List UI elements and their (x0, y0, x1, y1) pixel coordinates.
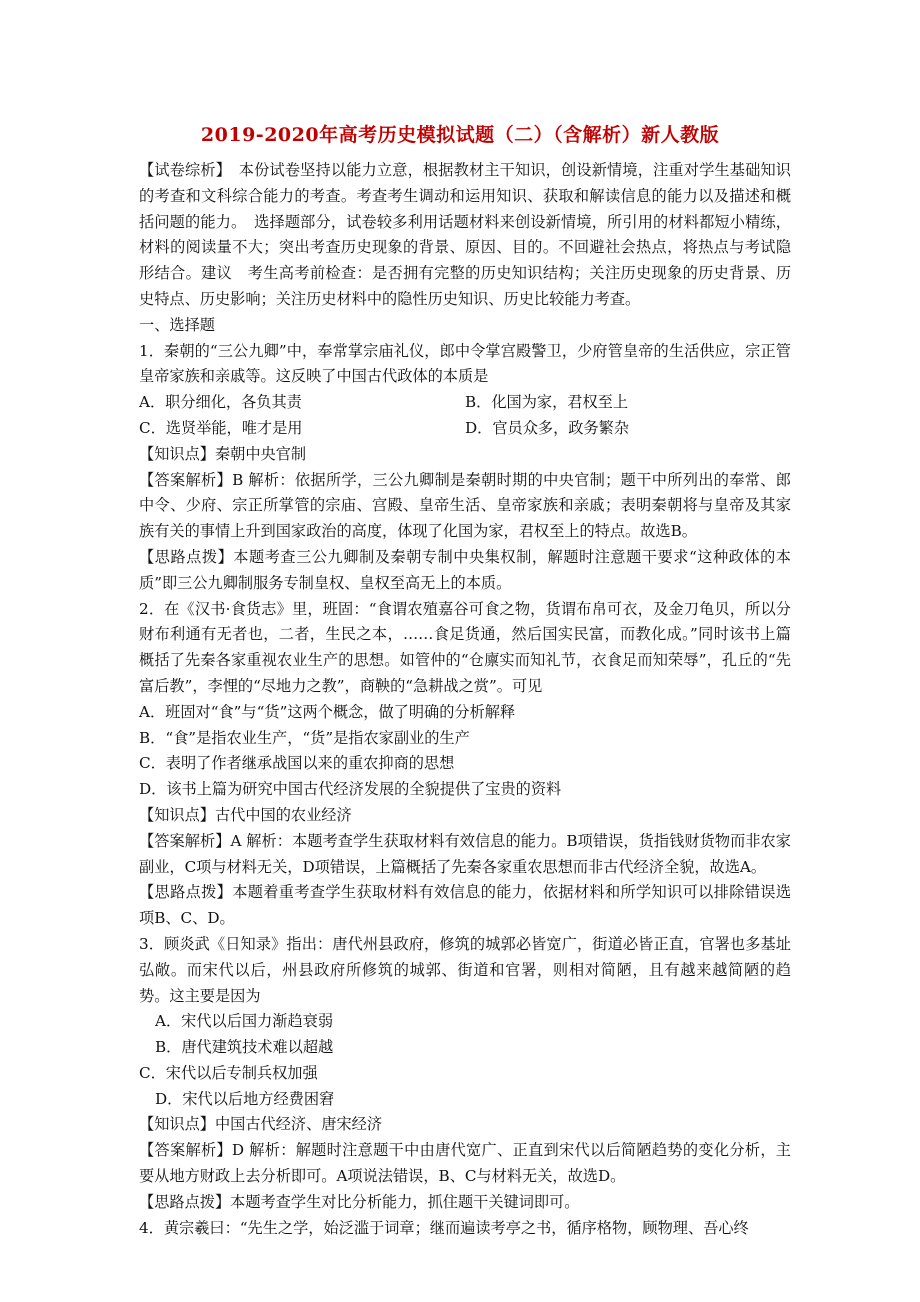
question-2-stem: 2．在《汉书·食货志》里，班固：“食谓农殖嘉谷可食之物，货谓布帛可衣，及金刀龟贝，所以分财布利通有无者也，二者，生民之本，……食足货通，然后国实民富，而教化成。”同时该书上篇概括了先秦各家重视农业生产的思想。如管仲的“仓廪实而知礼节，衣食足而知荣辱”，孔丘的“先富后教”，李悝的“尽地力之教”，商鞅的“急耕战之赏”。可见 (139, 599, 791, 695)
question-3-tip: 【思路点拨】本题考查学生对比分析能力，抓住题干关键词即可。 (139, 1192, 580, 1211)
question-1-tip: 【思路点拨】本题考查三公九卿制及秦朝专制中央集权制，解题时注意题干要求“这种政体的本质”即三公九卿制服务专制皇权、皇权至高无上的本质。 (139, 547, 791, 592)
option-a: A．班固对“食”与“货”这两个概念，做了明确的分析解释 (139, 702, 516, 721)
section-heading: 一、选择题 (139, 315, 215, 334)
document-body (139, 158, 791, 1241)
option-b: B．化国为家，君权至上 (465, 393, 629, 412)
question-3-knowledge-point: 【知识点】中国古代经济、唐宋经济 (139, 1115, 382, 1134)
question-1-knowledge-point: 【知识点】秦朝中央官制 (139, 444, 307, 463)
option-c: C．选贤举能，唯才是用 (139, 418, 303, 437)
option-b: B．唐代建筑技术难以超越 (155, 1038, 334, 1057)
option-d: D．宋代以后地方经费困窘 (155, 1089, 335, 1108)
question-1-stem: 1．秦朝的“三公九卿”中，奉常掌宗庙礼仪，郎中令掌宫殿警卫，少府管皇帝的生活供应，宗正管皇帝家族和亲戚等。这反映了中国古代政体的本质是 (139, 341, 791, 386)
question-2-tip: 【思路点拨】本题着重考查学生获取材料有效信息的能力，依据材料和所学知识可以排除错误选项B、C、D。 (139, 883, 791, 928)
question-3-answer: 【答案解析】D 解析：解题时注意题干中由唐代宽广、正直到宋代以后简陋趋势的变化分析，主要从地方财政上去分析即可。A项说法错误，B、C与材料无关，故选D。 (139, 1141, 791, 1186)
exam-overview: 【试卷综析】 本份试卷坚持以能力立意，根据教材主干知识，创设新情境，注重对学生基础知识的考查和文科综合能力的考查。考查考生调动和运用知识、获取和解读信息的能力以及描述和概括问题的能力。 选择题部分，试卷较多利用话题材料来创设新情境，所引用的材料都短小精练，材料的阅读量不大；突出考查历史现象的背景、原因、目的。不回避社会热点，将热点与考试隐形结合。建议 考生高考前检查：是否拥有完整的历史知识结构；关注历史现象的历史背景、历史特点、历史影响；关注历史材料中的隐性历史知识、历史比较能力考查。 (139, 161, 791, 308)
question-4-stem: 4．黄宗羲曰：“先生之学，始泛滥于词章；继而遍读考亭之书，循序格物，顾物理、吾心终 (139, 1218, 749, 1237)
question-3-options (139, 1009, 791, 1112)
question-2-knowledge-point: 【知识点】古代中国的农业经济 (139, 805, 352, 824)
document-title: 2019-2020年高考历史模拟试题（二）（含解析）新人教版 (200, 124, 720, 146)
question-1-options (139, 390, 791, 442)
option-c: C．表明了作者继承战国以来的重农抑商的思想 (139, 754, 455, 773)
question-3-stem: 3．顾炎武《日知录》指出：唐代州县政府，修筑的城郭必皆宽广，街道必皆正直，官署也多基址弘敞。而宋代以后，州县政府所修筑的城郭、街道和官署，则相对简陋，且有越来越简陋的趋势。这主要是因为 (139, 934, 791, 1005)
option-a: A．宋代以后国力渐趋衰弱 (155, 1012, 334, 1031)
option-c: C．宋代以后专制兵权加强 (139, 1063, 318, 1082)
question-1-answer: 【答案解析】B 解析：依据所学，三公九卿制是秦朝时期的中央官制；题干中所列出的奉常、郎中令、少府、宗正所掌管的宗庙、宫殿、皇帝生活、皇帝家族和亲戚；表明秦朝将与皇帝及其家族有关的事情上升到国家政治的高度，体现了化国为家，君权至上的特点。故选B。 (139, 470, 791, 541)
question-2-answer: 【答案解析】A 解析：本题考查学生获取材料有效信息的能力。B项错误，货指钱财货物而非农家副业，C项与材料无关，D项错误，上篇概括了先秦各家重农思想而非古代经济全貌，故选A。 (139, 831, 791, 876)
option-d: D．官员众多，政务繁杂 (465, 418, 630, 437)
option-d: D．该书上篇为研究中国古代经济发展的全貌提供了宝贵的资料 (139, 780, 562, 799)
option-a: A．职分细化，各负其责 (139, 393, 302, 412)
option-b: B．“食”是指农业生产，“货”是指农家副业的生产 (139, 728, 470, 747)
